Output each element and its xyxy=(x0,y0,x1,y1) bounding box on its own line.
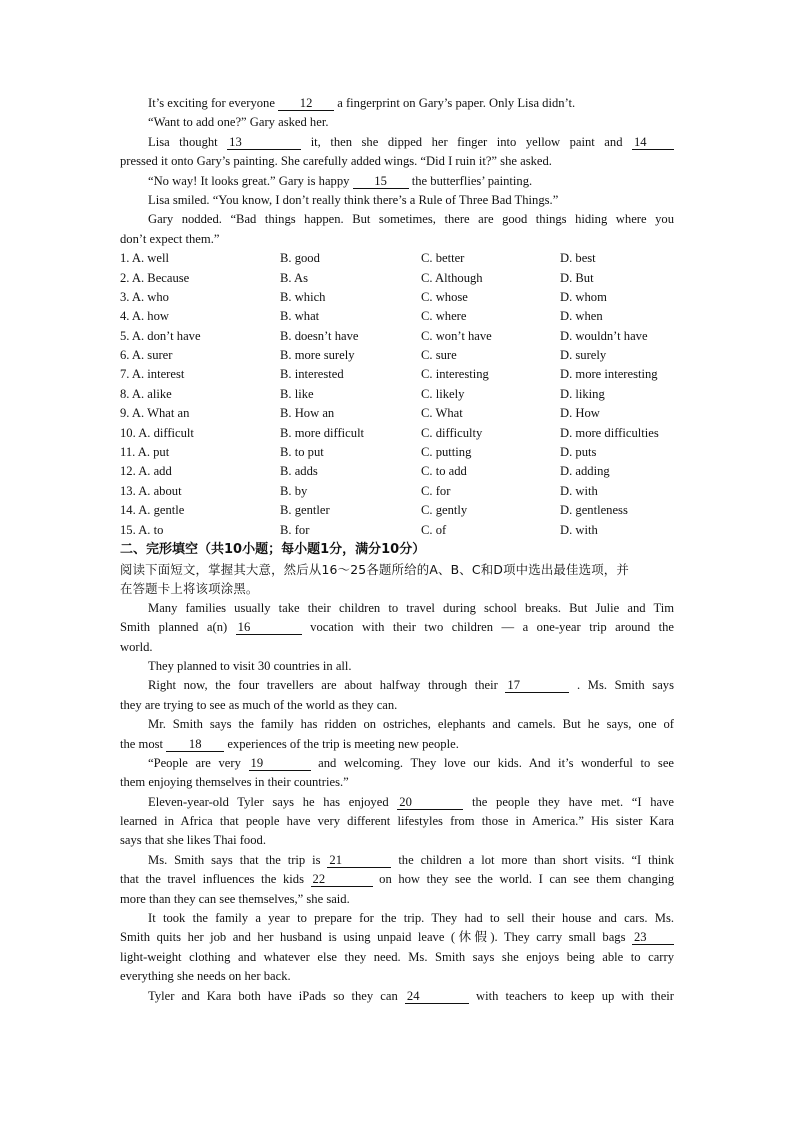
passage2-line xyxy=(120,909,674,928)
text-run: It took the family a year to prepare for the trip. They had to sell their house and cars. Ms. xyxy=(148,911,674,926)
text-run: Right now, the four travellers are about halfway through their xyxy=(148,678,506,693)
passage1-line xyxy=(120,230,674,249)
passage2-line xyxy=(120,928,674,947)
option-c: C. interesting xyxy=(421,367,489,382)
text-run: Eleven-year-old Tyler says he has enjoyed xyxy=(148,794,398,809)
text-run: it, then she dipped her finger into yellow paint and xyxy=(310,134,632,149)
option-d: D. gentleness xyxy=(560,503,628,518)
text-run: and welcoming. They love our kids. And it’s wonderful to see xyxy=(318,755,675,770)
option-row xyxy=(120,327,674,346)
option-b: B. good xyxy=(280,251,320,266)
passage2-line xyxy=(120,831,674,850)
text-run: the children a lot more than short visits. “I think xyxy=(398,852,675,867)
option-c: C. sure xyxy=(421,348,457,363)
text-run: a fingerprint on Gary’s paper. Only Lisa didn’t. xyxy=(334,96,576,110)
option-a: 5. A. don’t have xyxy=(120,328,201,343)
option-c: C. to add xyxy=(421,464,467,479)
passage2-line xyxy=(120,851,674,870)
text-run: with teachers to keep up with their xyxy=(476,988,674,1003)
section-heading: 二、完形填空（共10小题；每小题1分，满分10分） xyxy=(120,541,426,557)
option-c: C. likely xyxy=(421,386,465,401)
passage2-line xyxy=(120,967,674,986)
passage1-line xyxy=(120,152,674,171)
option-c: C. gently xyxy=(421,503,468,518)
option-a: 9. A. What an xyxy=(120,406,190,421)
option-d: D. with xyxy=(560,483,598,498)
text-run: Many families usually take their children to travel during school breaks. But Julie and Tim xyxy=(148,600,674,615)
text-run: Ms. Smith says that the trip is xyxy=(148,852,328,867)
option-a: 15. A. to xyxy=(120,522,164,537)
option-c: C. won’t have xyxy=(421,328,492,343)
answer-blank: 20 xyxy=(397,795,463,810)
answer-blank: 24 xyxy=(405,989,469,1004)
answer-blank: 15 xyxy=(353,174,409,189)
text-run: experiences of the trip is meeting new people. xyxy=(224,736,459,751)
option-b: B. which xyxy=(280,289,326,304)
option-a: 14. A. gentle xyxy=(120,503,185,518)
option-row xyxy=(120,385,674,404)
answer-blank: 13 xyxy=(227,135,301,150)
answer-blank: 12 xyxy=(278,96,334,111)
passage2-line xyxy=(120,715,674,734)
option-a: 1. A. well xyxy=(120,251,169,266)
passage1-line xyxy=(120,94,674,113)
option-d: D. puts xyxy=(560,445,597,460)
option-row xyxy=(120,269,674,288)
section-instructions-line-1: 阅读下面短文，掌握其大意，然后从16～25各题所给的A、B、C和D项中选出最佳选项，并 xyxy=(120,561,629,577)
option-d: D. surely xyxy=(560,348,607,363)
text-run: don’t expect them.” xyxy=(120,231,220,246)
text-run: they are trying to see as much of the world as they can. xyxy=(120,697,398,712)
option-b: B. As xyxy=(280,270,308,285)
passage2-line xyxy=(120,696,674,715)
option-a: 8. A. alike xyxy=(120,386,172,401)
text-run: world. xyxy=(120,639,153,654)
passage2-line xyxy=(120,735,674,754)
option-a: 7. A. interest xyxy=(120,367,185,382)
option-c: C. Although xyxy=(421,270,483,285)
answer-blank: 21 xyxy=(327,853,391,868)
option-b: B. interested xyxy=(280,367,344,382)
text-run: more than they can see themselves,” she said. xyxy=(120,891,350,906)
option-row xyxy=(120,346,674,365)
text-run: light-weight clothing and whatever else they need. Ms. Smith says she enjoys being able to carry xyxy=(120,949,674,964)
answer-blank: 19 xyxy=(249,756,311,771)
text-run: Smith quits her job and her husband is using unpaid leave (休假). They carry small bags xyxy=(120,930,632,945)
exam-page xyxy=(120,94,674,1006)
cloze-passage-1 xyxy=(120,94,674,249)
text-run: says that she likes Thai food. xyxy=(120,833,266,848)
option-c: C. putting xyxy=(421,445,472,460)
text-run: them enjoying themselves in their countries.” xyxy=(120,775,349,790)
option-b: B. by xyxy=(280,483,308,498)
option-a: 13. A. about xyxy=(120,483,182,498)
text-run: Lisa smiled. “You know, I don’t really think there’s a Rule of Three Bad Things.” xyxy=(148,192,559,207)
option-c: C. for xyxy=(421,483,451,498)
answer-blank: 22 xyxy=(311,872,373,887)
option-row xyxy=(120,404,674,423)
options-list xyxy=(120,249,674,540)
passage2-line xyxy=(120,638,674,657)
passage2-line xyxy=(120,870,674,889)
text-run: everything she needs on her back. xyxy=(120,969,291,984)
passage2-line xyxy=(120,987,674,1006)
answer-blank: 23 xyxy=(632,930,674,945)
text-run: “Want to add one?” Gary asked her. xyxy=(148,115,329,130)
text-run: the butterflies’ painting. xyxy=(408,173,533,188)
option-b: B. adds xyxy=(280,464,318,479)
text-run: pressed it onto Gary’s painting. She carefully added wings. “Did I ruin it?” she asked. xyxy=(120,154,552,169)
option-d: D. wouldn’t have xyxy=(560,328,648,343)
option-d: D. more difficulties xyxy=(560,425,659,440)
answer-blank: 14 xyxy=(632,135,674,150)
text-run: on how they see the world. I can see them changing xyxy=(379,872,674,887)
answer-blank: 16 xyxy=(236,620,302,635)
passage2-line xyxy=(120,676,674,695)
option-c: C. whose xyxy=(421,289,468,304)
option-row xyxy=(120,501,674,520)
passage2-line xyxy=(120,948,674,967)
option-row xyxy=(120,482,674,501)
option-c: C. where xyxy=(421,309,467,324)
option-row xyxy=(120,249,674,268)
text-run: the most xyxy=(120,736,167,751)
option-a: 2. A. Because xyxy=(120,270,190,285)
option-d: D. more interesting xyxy=(560,367,658,382)
option-row xyxy=(120,443,674,462)
passage2-line xyxy=(120,754,674,773)
passage1-line xyxy=(120,191,674,210)
option-b: B. gentler xyxy=(280,503,330,518)
text-run: They planned to visit 30 countries in all. xyxy=(148,658,352,673)
text-run: . Ms. Smith says xyxy=(577,678,674,693)
option-row xyxy=(120,521,674,540)
option-row xyxy=(120,307,674,326)
option-b: B. to put xyxy=(280,445,324,460)
answer-blank: 18 xyxy=(166,737,224,752)
option-d: D. best xyxy=(560,251,596,266)
text-run: “No way! It looks great.” Gary is happy xyxy=(148,173,353,188)
option-a: 3. A. who xyxy=(120,289,169,304)
option-row xyxy=(120,424,674,443)
cloze-passage-2 xyxy=(120,599,674,1006)
text-run: the people they have met. “I have xyxy=(471,794,674,809)
option-c: C. better xyxy=(421,251,465,266)
option-b: B. for xyxy=(280,522,310,537)
option-row xyxy=(120,288,674,307)
passage2-line xyxy=(120,773,674,792)
option-b: B. more difficult xyxy=(280,425,365,440)
option-d: D. How xyxy=(560,406,600,421)
option-c: C. What xyxy=(421,406,463,421)
option-d: D. adding xyxy=(560,464,610,479)
text-run: “People are very xyxy=(148,755,249,770)
option-b: B. like xyxy=(280,386,314,401)
passage2-line xyxy=(120,793,674,812)
text-run: Tyler and Kara both have iPads so they can xyxy=(148,988,405,1003)
text-run: Mr. Smith says the family has ridden on ostriches, elephants and camels. But he says, one of xyxy=(148,717,674,732)
passage1-line xyxy=(120,210,674,229)
passage2-line xyxy=(120,618,674,637)
option-d: D. whom xyxy=(560,289,607,304)
passage2-line xyxy=(120,812,674,831)
text-run: Gary nodded. “Bad things happen. But sometimes, there are good things hiding where you xyxy=(148,212,674,227)
passage1-line xyxy=(120,172,674,191)
option-d: D. But xyxy=(560,270,594,285)
text-run: Smith planned a(n) xyxy=(120,620,236,635)
option-a: 10. A. difficult xyxy=(120,425,194,440)
option-row xyxy=(120,462,674,481)
option-b: B. doesn’t have xyxy=(280,328,359,343)
text-run: learned in Africa that people have very different lifestyles from those in America.” His sister Kara xyxy=(120,814,674,829)
text-run: It’s exciting for everyone xyxy=(148,96,279,110)
option-d: D. with xyxy=(560,522,598,537)
option-a: 6. A. surer xyxy=(120,348,173,363)
option-d: D. liking xyxy=(560,386,605,401)
passage2-line xyxy=(120,890,674,909)
passage2-line xyxy=(120,657,674,676)
option-a: 11. A. put xyxy=(120,445,170,460)
option-c: C. difficulty xyxy=(421,425,483,440)
passage1-line xyxy=(120,133,674,152)
passage1-line xyxy=(120,113,674,132)
passage2-line xyxy=(120,599,674,618)
text-run: Lisa thought xyxy=(148,134,228,149)
option-b: B. more surely xyxy=(280,348,355,363)
option-c: C. of xyxy=(421,522,447,537)
option-d: D. when xyxy=(560,309,603,324)
text-run: vocation with their two children — a one-year trip around the xyxy=(310,620,674,635)
section-instructions-line-2: 在答题卡上将该项涂黑。 xyxy=(120,581,259,597)
option-a: 12. A. add xyxy=(120,464,172,479)
answer-blank: 17 xyxy=(505,678,569,693)
text-run: that the travel influences the kids xyxy=(120,872,311,887)
option-b: B. How an xyxy=(280,406,335,421)
option-row xyxy=(120,365,674,384)
option-a: 4. A. how xyxy=(120,309,169,324)
option-b: B. what xyxy=(280,309,320,324)
